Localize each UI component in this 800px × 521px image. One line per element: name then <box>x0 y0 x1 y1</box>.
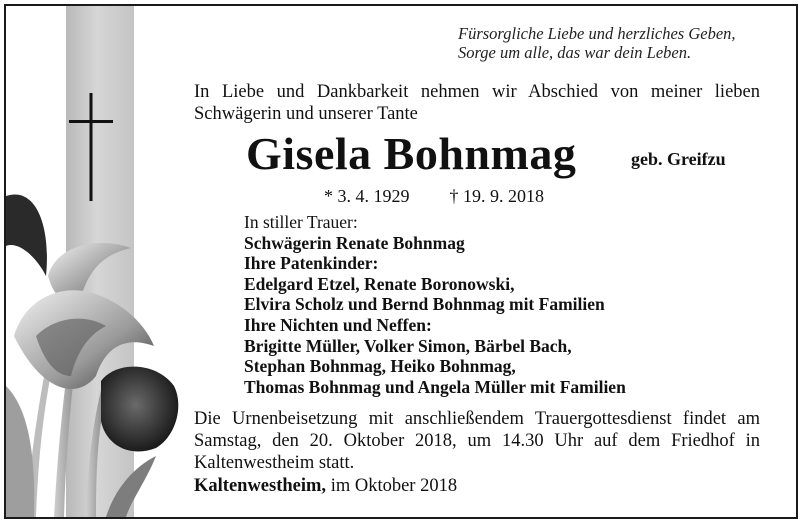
closing-line <box>194 476 457 497</box>
mourner-line: Ihre Nichten und Neffen: <box>244 314 432 335</box>
birth-date: * 3. 4. 1929 <box>324 186 410 206</box>
death-date: † 19. 9. 2018 <box>449 186 544 206</box>
mourner-line: Brigitte Müller, Volker Simon, Bärbel Bach, <box>244 335 572 356</box>
intro-text: In Liebe und Dankbarkeit nehmen wir Abschied von meiner lieben Schwägerin und unserer Tante <box>194 82 760 124</box>
closing-date: im Oktober 2018 <box>330 476 458 496</box>
mourner-line: Stephan Bohnmag, Heiko Bohnmag, <box>244 356 516 377</box>
deceased-name: Gisela Bohnmag <box>246 128 577 179</box>
burial-text: Die Urnenbeisetzung mit anschließendem Trauergottesdienst findet am Samstag, den 20. Oktober 2018, um 14.30 Uhr auf dem Friedhof in Kaltenwestheim statt. <box>194 409 760 473</box>
verse-line: Fürsorgliche Liebe und herzliches Geben, <box>458 24 736 43</box>
mourner-line: Schwägerin Renate Bohnmag <box>244 232 465 253</box>
verse-line: Sorge um alle, das war dein Leben. <box>458 43 692 62</box>
obituary-notice <box>4 4 798 519</box>
cross-icon <box>69 93 113 201</box>
closing-place: Kaltenwestheim, <box>194 476 327 496</box>
mourner-line: Thomas Bohnmag und Angela Müller mit Familien <box>244 376 626 397</box>
mourner-line: Edelgard Etzel, Renate Boronowski, <box>244 273 515 294</box>
birth-name: geb. Greifzu <box>631 149 726 169</box>
mourners-lead: In stiller Trauer: <box>244 212 358 232</box>
mourner-line: Elvira Scholz und Bernd Bohnmag mit Familien <box>244 294 605 315</box>
verse <box>458 24 736 62</box>
calla-lily-image <box>6 186 206 517</box>
life-dates <box>324 186 544 207</box>
mourner-line: Ihre Patenkinder: <box>244 253 379 274</box>
mourners-list <box>244 212 626 397</box>
